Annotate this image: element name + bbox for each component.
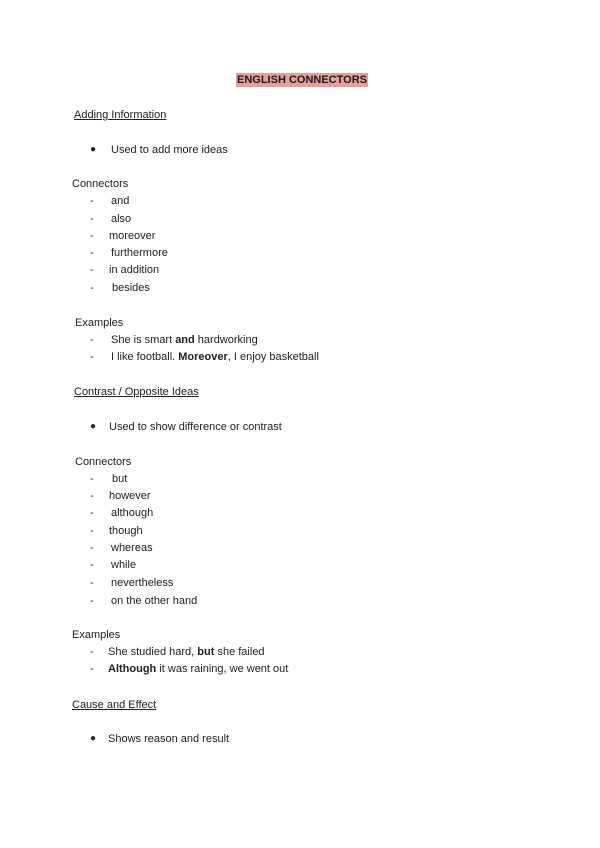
connector-item: although [111, 507, 154, 519]
dash-icon: - [90, 646, 94, 658]
dash-icon: - [90, 490, 94, 502]
dash-icon: - [90, 351, 94, 363]
dash-icon: - [90, 230, 94, 242]
section-heading-adding-information: Adding Information [74, 109, 167, 121]
connector-item: though [109, 525, 143, 537]
dash-icon: - [90, 525, 94, 537]
dash-icon: - [90, 247, 94, 259]
connector-item: also [111, 213, 132, 225]
section-description: Used to show difference or contrast [109, 421, 282, 433]
connector-item: nevertheless [111, 577, 174, 589]
connectors-label: Connectors [72, 178, 129, 190]
dash-icon: - [90, 577, 94, 589]
example-sentence: She is smart and hardworking [111, 334, 258, 346]
dash-icon: - [90, 559, 94, 571]
connector-item: and [111, 195, 130, 207]
connector-item: in addition [109, 264, 160, 276]
section-description: Used to add more ideas [111, 144, 228, 156]
example-sentence: Although it was raining, we went out [108, 663, 289, 675]
section-heading-cause-and-effect: Cause and Effect [72, 699, 157, 711]
connector-item: on the other hand [111, 595, 198, 607]
bullet-icon: ● [90, 144, 97, 155]
examples-label: Examples [75, 317, 124, 329]
dash-icon: - [90, 264, 94, 276]
section-description: Shows reason and result [108, 733, 230, 745]
dash-icon: - [90, 507, 94, 519]
page-title: ENGLISH CONNECTORS [237, 74, 367, 86]
bullet-icon: ● [90, 421, 97, 432]
example-sentence: I like football. Moreover, I enjoy basketball [111, 351, 319, 363]
connector-item: besides [112, 282, 150, 294]
dash-icon: - [90, 542, 94, 554]
dash-icon: - [90, 663, 94, 675]
dash-icon: - [90, 282, 94, 294]
connectors-label: Connectors [75, 456, 132, 468]
dash-icon: - [90, 195, 94, 207]
connector-item: whereas [111, 542, 153, 554]
bullet-icon: ● [90, 733, 97, 744]
section-heading-contrast: Contrast / Opposite Ideas [74, 386, 199, 398]
dash-icon: - [90, 473, 94, 485]
dash-icon: - [90, 213, 94, 225]
dash-icon: - [90, 334, 94, 346]
connector-item: moreover [109, 230, 156, 242]
connector-item: however [109, 490, 151, 502]
connector-item: furthermore [111, 247, 168, 259]
connector-item: while [111, 559, 137, 571]
dash-icon: - [90, 595, 94, 607]
examples-label: Examples [72, 629, 121, 641]
connector-item: but [112, 473, 128, 485]
example-sentence: She studied hard, but she failed [108, 646, 265, 658]
